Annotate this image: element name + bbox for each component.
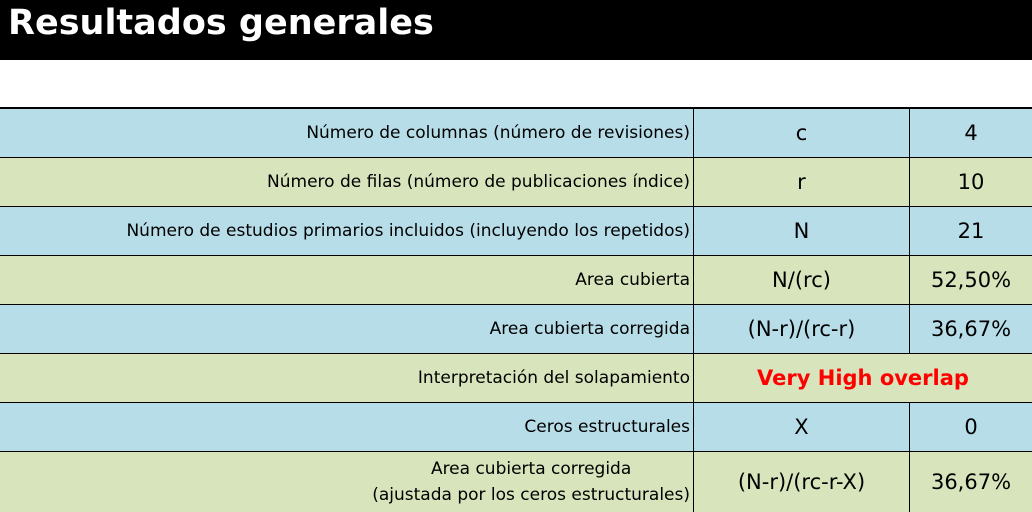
row-formula[interactable]: (N-r)/(rc-r-X)	[694, 452, 910, 512]
row-value[interactable]: 52,50%	[930, 268, 1012, 292]
empty-row	[0, 60, 1032, 107]
table-row-rows	[0, 158, 1032, 207]
row-value[interactable]: 36,67%	[930, 470, 1012, 494]
table-row-adjusted-corrected-area	[0, 452, 1032, 512]
row-value[interactable]: 10	[957, 170, 985, 194]
row-label[interactable]: Area cubierta	[0, 256, 694, 304]
row-label[interactable]: Ceros estructurales	[0, 403, 694, 451]
row-label[interactable]	[0, 452, 694, 512]
row-label[interactable]: Número de columnas (número de revisiones)	[0, 109, 694, 157]
row-formula[interactable]: N	[694, 207, 910, 255]
row-formula[interactable]: r	[694, 158, 910, 206]
overlap-interpretation-value[interactable]: Very High overlap	[757, 366, 969, 390]
row-value[interactable]: 21	[957, 219, 985, 243]
row-label[interactable]: Número de filas (número de publicaciones índice)	[0, 158, 694, 206]
row-formula[interactable]: N/(rc)	[694, 256, 910, 304]
table-row-primary-studies	[0, 207, 1032, 256]
table-row-corrected-covered-area	[0, 305, 1032, 354]
row-label[interactable]: Número de estudios primarios incluidos (incluyendo los repetidos)	[0, 207, 694, 255]
row-value[interactable]: 4	[964, 121, 978, 145]
row-value[interactable]: 0	[964, 415, 978, 439]
row-label-line1: Area cubierta corregida	[430, 459, 632, 479]
results-table	[0, 107, 1032, 512]
table-row-overlap-interpretation	[0, 354, 1032, 403]
page-title: Resultados generales	[8, 3, 434, 43]
table-row-covered-area	[0, 256, 1032, 305]
row-value[interactable]: 36,67%	[930, 317, 1012, 341]
table-row-columns	[0, 109, 1032, 158]
table-row-structural-zeros	[0, 403, 1032, 452]
row-formula[interactable]: c	[694, 109, 910, 157]
sheet-header	[0, 0, 1032, 60]
row-label-line2: (ajustada por los ceros estructurales)	[372, 485, 690, 505]
row-label[interactable]: Area cubierta corregida	[0, 305, 694, 353]
row-formula[interactable]: (N-r)/(rc-r)	[694, 305, 910, 353]
row-label[interactable]: Interpretación del solapamiento	[0, 354, 694, 402]
row-formula[interactable]: X	[694, 403, 910, 451]
